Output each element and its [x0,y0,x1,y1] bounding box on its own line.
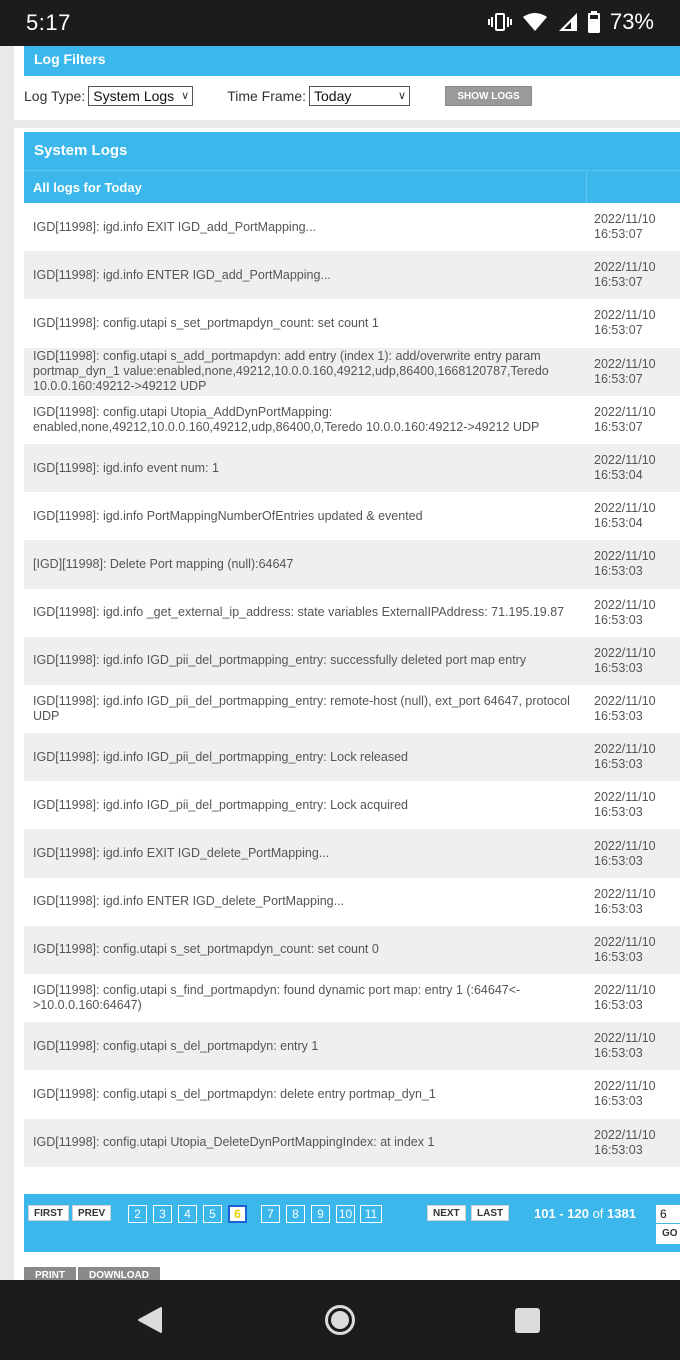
log-time: 16:53:03 [594,1094,643,1109]
log-row [24,589,680,637]
log-time: 16:53:03 [594,612,643,627]
log-message: IGD[11998]: igd.info _get_external_ip_address: state variables ExternalIPAddress: 71.195.19.87 [33,605,565,620]
log-timestamp [586,1128,680,1158]
log-date: 2022/11/10 [594,934,656,949]
status-icons [488,9,654,35]
log-date: 2022/11/10 [594,212,656,227]
time-frame-value: Today [314,88,352,104]
show-logs-button[interactable]: SHOW LOGS [445,86,532,106]
log-row [24,926,680,974]
page-number-input[interactable]: 6 [656,1205,680,1223]
page-link-9[interactable]: 9 [311,1205,330,1223]
log-time: 16:53:03 [594,660,643,675]
log-time: 16:53:07 [594,323,643,338]
log-row [24,348,680,396]
log-time: 16:53:04 [594,516,643,531]
log-row [24,685,680,733]
log-message: IGD[11998]: igd.info ENTER IGD_delete_PortMapping... [33,894,345,909]
log-row [24,1119,680,1167]
time-frame-label: Time Frame: [227,88,307,104]
log-message: IGD[11998]: igd.info PortMappingNumberOfEntries updated & evented [33,508,423,523]
page-link-2[interactable]: 2 [128,1205,147,1223]
log-message: IGD[11998]: config.utapi s_set_portmapdyn_count: set count 1 [33,315,379,330]
log-date: 2022/11/10 [594,790,656,805]
page-link-3[interactable]: 3 [153,1205,172,1223]
log-message: IGD[11998]: config.utapi Utopia_DeleteDynPortMappingIndex: at index 1 [33,1135,435,1150]
log-message: IGD[11998]: igd.info EXIT IGD_add_PortMapping... [33,219,317,234]
back-icon[interactable] [137,1306,163,1334]
log-date: 2022/11/10 [594,549,656,564]
chevron-down-icon: ∨ [181,90,190,102]
log-timestamp [586,357,680,387]
log-message: IGD[11998]: igd.info EXIT IGD_delete_PortMapping... [33,846,330,861]
log-row [24,1022,680,1070]
log-time: 16:53:07 [594,227,643,242]
filter-row [24,86,532,106]
log-message: IGD[11998]: config.utapi s_del_portmapdyn: delete entry portmap_dyn_1 [33,1086,436,1101]
log-type-value: System Logs [93,88,175,104]
log-time: 16:53:03 [594,1046,643,1061]
print-button[interactable]: PRINT [24,1267,76,1280]
page-content[interactable] [0,46,680,1280]
status-time: 5:17 [26,10,71,35]
range-total: 1381 [607,1206,636,1221]
log-time: 16:53:03 [594,805,643,820]
log-timestamp [586,983,680,1013]
log-date: 2022/11/10 [594,886,656,901]
log-row [24,781,680,829]
first-page-button[interactable]: FIRST [28,1205,69,1221]
page-link-6[interactable]: 6 [228,1205,247,1223]
log-timestamp [586,405,680,435]
log-filters-panel [14,46,680,120]
log-row [24,637,680,685]
logs-subtitle [24,170,680,203]
page-link-4[interactable]: 4 [178,1205,197,1223]
status-bar [0,0,680,46]
log-date: 2022/11/10 [594,983,656,998]
log-date: 2022/11/10 [594,645,656,660]
log-timestamp [586,308,680,338]
recent-apps-icon[interactable] [515,1308,540,1333]
log-row [24,203,680,251]
log-timestamp [586,646,680,676]
log-time: 16:53:03 [594,564,643,579]
log-time: 16:53:04 [594,468,643,483]
log-timestamp [586,839,680,869]
log-message: IGD[11998]: igd.info IGD_pii_del_portmapping_entry: successfully deleted port map entry [33,653,527,668]
log-row [24,492,680,540]
log-timestamp [586,453,680,483]
log-message: [IGD][11998]: Delete Port mapping (null):64647 [33,556,294,571]
download-button[interactable]: DOWNLOAD [78,1267,160,1280]
wifi-icon [522,12,548,32]
log-message: IGD[11998]: igd.info ENTER IGD_add_PortMapping... [33,267,331,282]
log-date: 2022/11/10 [594,597,656,612]
log-timestamp [586,549,680,579]
log-date: 2022/11/10 [594,260,656,275]
log-time: 16:53:03 [594,757,643,772]
log-time: 16:53:03 [594,901,643,916]
last-page-button[interactable]: LAST [471,1205,509,1221]
log-timestamp [586,742,680,772]
log-timestamp [586,501,680,531]
log-row [24,878,680,926]
log-date: 2022/11/10 [594,693,656,708]
log-row [24,396,680,444]
page-range [534,1206,636,1221]
system-logs-title: System Logs [24,132,680,170]
page-link-7[interactable]: 7 [261,1205,280,1223]
log-timestamp [586,887,680,917]
log-date: 2022/11/10 [594,838,656,853]
log-row [24,733,680,781]
log-timestamp [586,1031,680,1061]
log-date: 2022/11/10 [594,356,656,371]
log-timestamp [586,598,680,628]
page-link-8[interactable]: 8 [286,1205,305,1223]
pagination [24,1194,680,1252]
page-link-5[interactable]: 5 [203,1205,222,1223]
log-table [24,203,680,1167]
time-frame-select[interactable] [309,86,410,106]
log-date: 2022/11/10 [594,1079,656,1094]
android-nav-bar [0,1280,680,1360]
prev-page-button[interactable]: PREV [72,1205,111,1221]
log-date: 2022/11/10 [594,453,656,468]
log-message: IGD[11998]: igd.info IGD_pii_del_portmapping_entry: remote-host (null), ext_port 64647, protocol UDP [33,693,570,723]
log-message: IGD[11998]: config.utapi s_find_portmapdyn: found dynamic port map: entry 1 (:64647<->10.0.0.160:64647) [33,983,521,1013]
range-of: of [592,1206,604,1221]
log-type-select[interactable] [88,86,193,106]
log-timestamp [586,1079,680,1109]
log-date: 2022/11/10 [594,501,656,516]
logs-subtitle-text: All logs for Today [33,180,142,195]
battery-icon [588,11,600,33]
log-row [24,540,680,588]
range-text: 101 - 120 [534,1206,589,1221]
go-button[interactable]: GO [656,1224,680,1244]
log-time: 16:53:03 [594,708,643,723]
log-time: 16:53:03 [594,1142,643,1157]
log-time: 16:53:07 [594,419,643,434]
log-message: IGD[11998]: config.utapi s_del_portmapdyn: entry 1 [33,1038,319,1053]
system-logs-panel [14,128,680,1280]
log-row [24,444,680,492]
log-row [24,974,680,1022]
log-time: 16:53:03 [594,853,643,868]
next-page-button[interactable]: NEXT [427,1205,466,1221]
log-row [24,299,680,347]
log-time: 16:53:03 [594,949,643,964]
log-time: 16:53:07 [594,275,643,290]
battery-percent: 73% [609,9,654,34]
log-message: IGD[11998]: igd.info event num: 1 [33,460,219,475]
log-message: IGD[11998]: config.utapi s_add_portmapdyn: add entry (index 1): add/overwrite entry param portmap_dyn_1 value:enabled,none,49212,10.0.0.160,49212,udp,86400,1668120787,Teredo 10.0.0.160:49212->49212 UDP [33,349,549,394]
log-message: IGD[11998]: igd.info IGD_pii_del_portmapping_entry: Lock released [33,749,408,764]
chevron-down-icon: ∨ [397,90,407,102]
vibrate-icon [488,12,512,32]
log-message: IGD[11998]: igd.info IGD_pii_del_portmapping_entry: Lock acquired [33,797,408,812]
log-row [24,251,680,299]
log-timestamp [586,935,680,965]
log-date: 2022/11/10 [594,742,656,757]
bottom-actions [24,1267,160,1280]
log-timestamp [586,260,680,290]
log-date: 2022/11/10 [594,1127,656,1142]
log-time: 16:53:07 [594,371,643,386]
log-filters-title: Log Filters [24,46,680,76]
log-message: IGD[11998]: config.utapi s_set_portmapdyn_count: set count 0 [33,942,379,957]
log-timestamp [586,790,680,820]
log-date: 2022/11/10 [594,308,656,323]
page-link-11[interactable]: 11 [360,1205,382,1223]
signal-icon [558,12,578,32]
log-date: 2022/11/10 [594,1031,656,1046]
log-row [24,1070,680,1118]
log-timestamp [586,212,680,242]
log-time: 16:53:03 [594,998,643,1013]
page-link-10[interactable]: 10 [336,1205,355,1223]
home-icon[interactable] [325,1305,355,1335]
log-message: IGD[11998]: config.utapi Utopia_AddDynPortMapping: enabled,none,49212,10.0.0.160,49212,udp,86400,0,Teredo 10.0.0.160:49212->49212 UDP [33,404,540,434]
log-row [24,829,680,877]
log-timestamp [586,694,680,724]
log-date: 2022/11/10 [594,404,656,419]
log-type-label: Log Type: [24,88,86,104]
